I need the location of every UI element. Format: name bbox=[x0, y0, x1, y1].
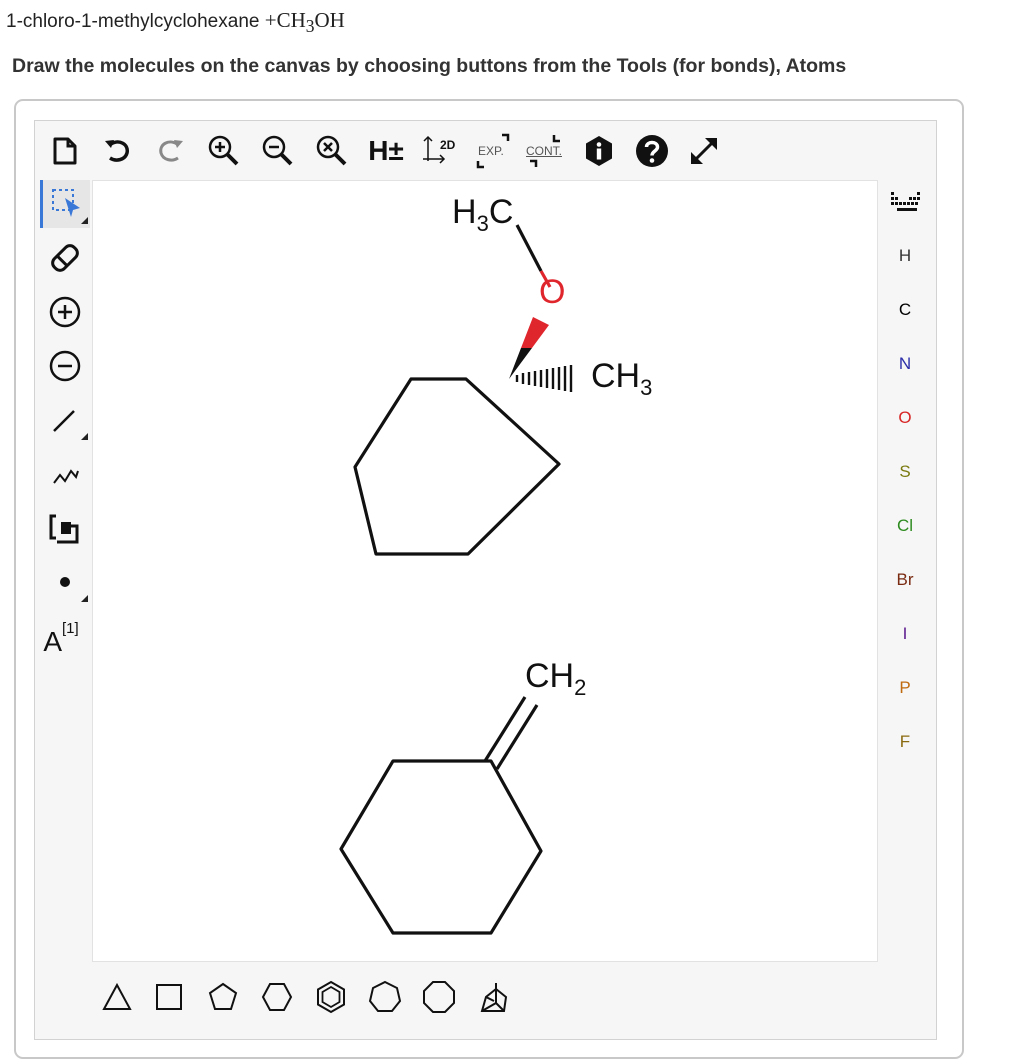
dot-icon bbox=[50, 567, 80, 597]
alkene-double-bond-b bbox=[497, 705, 537, 769]
cyclohexane-template[interactable] bbox=[260, 980, 294, 1014]
eraser-tool[interactable] bbox=[40, 234, 90, 282]
cyclopentane-template[interactable] bbox=[206, 980, 240, 1014]
fullscreen-button[interactable] bbox=[686, 134, 722, 168]
top-toolbar bbox=[34, 120, 937, 180]
undo-icon bbox=[102, 136, 132, 166]
bracket-icon bbox=[47, 510, 83, 546]
atom-button-p[interactable]: P bbox=[899, 678, 911, 697]
pentagon-icon bbox=[207, 981, 239, 1013]
about-button[interactable] bbox=[582, 134, 616, 168]
new-document-button[interactable] bbox=[48, 134, 82, 168]
benzene-template[interactable] bbox=[314, 980, 348, 1014]
redo-icon bbox=[156, 136, 186, 166]
hydrogen-toggle-button[interactable]: H± bbox=[368, 135, 404, 166]
template-toolbar bbox=[92, 964, 878, 1024]
zoom-out-icon bbox=[261, 134, 295, 168]
reagent-suffix: OH bbox=[314, 8, 345, 32]
alkene-double-bond-a bbox=[485, 697, 525, 761]
zoom-in-icon bbox=[207, 134, 241, 168]
plus-sign: + bbox=[264, 8, 277, 32]
ether-methyl-sub: 3 bbox=[476, 210, 489, 236]
atom-button-cl[interactable]: Cl bbox=[896, 516, 914, 535]
clean-2d-label: 2D bbox=[440, 138, 456, 152]
atom-button-n[interactable]: N bbox=[898, 354, 912, 373]
radical-tool[interactable] bbox=[40, 558, 90, 606]
selection-arrow-icon bbox=[49, 186, 85, 222]
ether-methyl-right-ch: CH bbox=[591, 357, 641, 395]
ether-hash-bond bbox=[517, 365, 571, 392]
alkene-methylene-ch: CH bbox=[525, 657, 575, 695]
help-icon bbox=[635, 134, 669, 168]
zoom-in-button[interactable] bbox=[206, 134, 242, 168]
atom-button-s[interactable]: S bbox=[899, 462, 911, 481]
alkene-ring bbox=[341, 761, 541, 933]
contract-label: CONT. bbox=[526, 144, 562, 158]
plus-circle-icon bbox=[48, 295, 82, 329]
square-icon bbox=[154, 982, 184, 1012]
atom-button-c[interactable]: C bbox=[898, 300, 912, 319]
select-tool[interactable] bbox=[40, 180, 90, 228]
atom-button-br[interactable]: Br bbox=[896, 570, 914, 589]
periodic-table-button[interactable] bbox=[880, 188, 930, 219]
ether-methyl-c: C bbox=[488, 193, 514, 231]
zoom-reset-button[interactable] bbox=[314, 134, 350, 168]
ether-methyl-right-sub: 3 bbox=[640, 374, 653, 400]
ether-oxygen-label: O bbox=[539, 273, 566, 311]
triangle-icon bbox=[102, 982, 132, 1012]
compound-name: 1-chloro-1-methylcyclohexane bbox=[6, 11, 260, 32]
undo-button[interactable] bbox=[100, 134, 134, 168]
charge-plus-tool[interactable] bbox=[40, 288, 90, 336]
reagent-prefix: CH bbox=[276, 8, 306, 32]
ether-methyl-right-label bbox=[591, 357, 652, 401]
octagon-icon bbox=[422, 980, 456, 1014]
eraser-icon bbox=[47, 240, 83, 276]
charge-minus-tool[interactable] bbox=[40, 342, 90, 390]
new-document-icon bbox=[52, 136, 78, 166]
cyclooctane-template[interactable] bbox=[422, 980, 456, 1014]
atom-button-f[interactable]: F bbox=[899, 732, 911, 751]
atom-map-index: [1] bbox=[62, 619, 79, 637]
instruction-text: Draw the molecules on the canvas by choosing buttons from the Tools (for bonds), Atoms bbox=[12, 55, 847, 77]
cycloheptane-template[interactable] bbox=[368, 980, 402, 1014]
ether-bond-methyl-oxygen bbox=[517, 225, 541, 271]
zoom-out-button[interactable] bbox=[260, 134, 296, 168]
clean-2d-button[interactable] bbox=[420, 134, 460, 168]
heptagon-icon bbox=[368, 980, 402, 1014]
cyclobutane-template[interactable] bbox=[152, 980, 186, 1014]
benzene-icon bbox=[314, 980, 348, 1014]
question-text bbox=[6, 8, 345, 37]
ether-ring bbox=[355, 379, 559, 554]
redo-button[interactable] bbox=[154, 134, 188, 168]
select-tool-expander-icon bbox=[81, 217, 88, 224]
chain-tool[interactable] bbox=[40, 450, 90, 498]
ether-methyl-h: H bbox=[452, 193, 477, 231]
expand-label: EXP. bbox=[478, 144, 504, 158]
atom-map-label: A bbox=[43, 626, 62, 657]
atom-button-h[interactable]: H bbox=[898, 246, 912, 265]
structure-drawing bbox=[93, 181, 879, 963]
help-button[interactable] bbox=[634, 134, 670, 168]
atom-map-tool[interactable] bbox=[40, 612, 90, 660]
minus-circle-icon bbox=[48, 349, 82, 383]
alkene-methylene-label bbox=[525, 657, 586, 701]
bond-tool-expander-icon bbox=[81, 433, 88, 440]
fullscreen-icon bbox=[687, 134, 721, 168]
ether-wedge-bond bbox=[509, 317, 549, 379]
alkene-methylene-sub: 2 bbox=[574, 674, 587, 700]
info-icon bbox=[584, 135, 614, 167]
atom-button-i[interactable]: I bbox=[902, 624, 908, 643]
radical-tool-expander-icon bbox=[81, 595, 88, 602]
hexagon-icon bbox=[260, 981, 294, 1013]
reagent-sub: 3 bbox=[305, 16, 315, 37]
expand-button[interactable] bbox=[472, 134, 514, 168]
atom-button-o[interactable]: O bbox=[898, 408, 912, 427]
single-bond-icon bbox=[48, 403, 82, 437]
zoom-reset-icon bbox=[315, 134, 349, 168]
ether-methyl-top-label bbox=[452, 193, 513, 237]
bicyclic-template[interactable] bbox=[476, 980, 510, 1014]
bracket-tool[interactable] bbox=[40, 504, 90, 552]
periodic-table-icon bbox=[889, 188, 921, 214]
bicyclic-icon bbox=[476, 979, 510, 1015]
drawing-canvas[interactable] bbox=[92, 180, 878, 962]
single-bond-tool[interactable] bbox=[40, 396, 90, 444]
contract-button[interactable] bbox=[524, 134, 566, 168]
chain-icon bbox=[48, 457, 82, 491]
reagent-formula bbox=[276, 8, 345, 37]
cyclopropane-template[interactable] bbox=[100, 980, 134, 1014]
